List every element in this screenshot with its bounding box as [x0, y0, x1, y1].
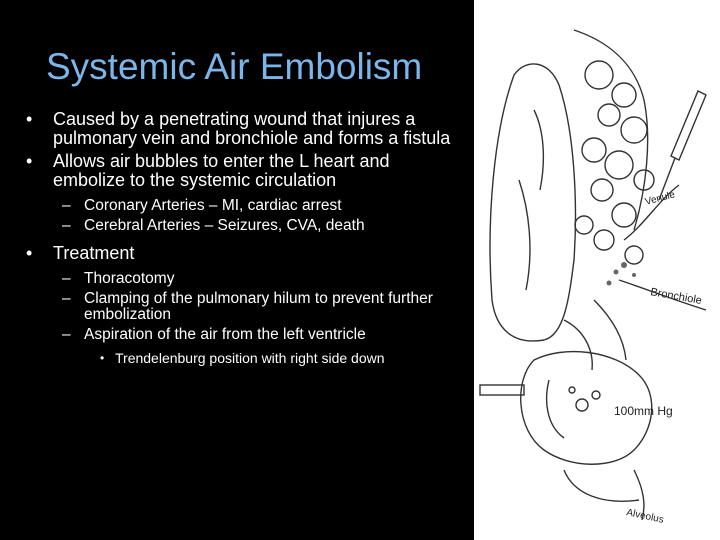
dash-icon: –	[62, 197, 71, 214]
pressure-label: 100mm Hg	[614, 404, 673, 418]
dash-icon: –	[62, 270, 71, 287]
venule-label: Venule	[643, 189, 677, 208]
bullet-cause	[24, 110, 464, 148]
sub-bullet-cerebral	[24, 218, 464, 234]
bronchiole-label: Bronchiole	[649, 286, 703, 307]
dash-icon: –	[62, 326, 71, 343]
sub-bullet-text: Coronary Arteries – MI, cardiac arrest	[84, 197, 342, 214]
lung-diagram-illustration	[474, 0, 720, 540]
alveolus-label: Alveolus	[625, 507, 665, 526]
bullet-icon: •	[26, 151, 33, 171]
sub-bullet-text: Clamping of the pulmonary hilum to prevent further embolization	[84, 290, 433, 323]
bullet-text: Caused by a penetrating wound that injures a pulmonary vein and bronchiole and forms a fistula	[53, 109, 451, 148]
bullet-icon: •	[100, 351, 105, 365]
dash-icon: –	[62, 217, 71, 234]
sub-bullet-text: Aspiration of the air from the left ventricle	[84, 326, 366, 343]
sub-bullet-text: Cerebral Arteries – Seizures, CVA, death	[84, 217, 365, 234]
sub-bullet-text: Thoracotomy	[84, 270, 175, 287]
bullet-text: Allows air bubbles to enter the L heart and embolize to the systemic circulation	[53, 151, 390, 190]
bullet-air-bubbles	[24, 152, 464, 190]
sub-sub-bullet-trendelenburg	[24, 351, 464, 366]
dash-icon: –	[62, 290, 71, 307]
bullet-text: Treatment	[53, 243, 135, 263]
sub-bullet-aspiration	[24, 327, 464, 343]
slide-title: Systemic Air Embolism	[46, 46, 423, 87]
bullet-icon: •	[26, 109, 33, 129]
sub-bullet-coronary	[24, 198, 464, 214]
lung-diagram-image	[474, 0, 720, 540]
sub-bullet-clamping	[24, 291, 464, 323]
slide-body	[24, 110, 464, 368]
sub-bullet-thoracotomy	[24, 271, 464, 287]
bullet-treatment	[24, 244, 464, 263]
sub-sub-bullet-text: Trendelenburg position with right side down	[115, 350, 385, 366]
bullet-icon: •	[26, 243, 33, 263]
